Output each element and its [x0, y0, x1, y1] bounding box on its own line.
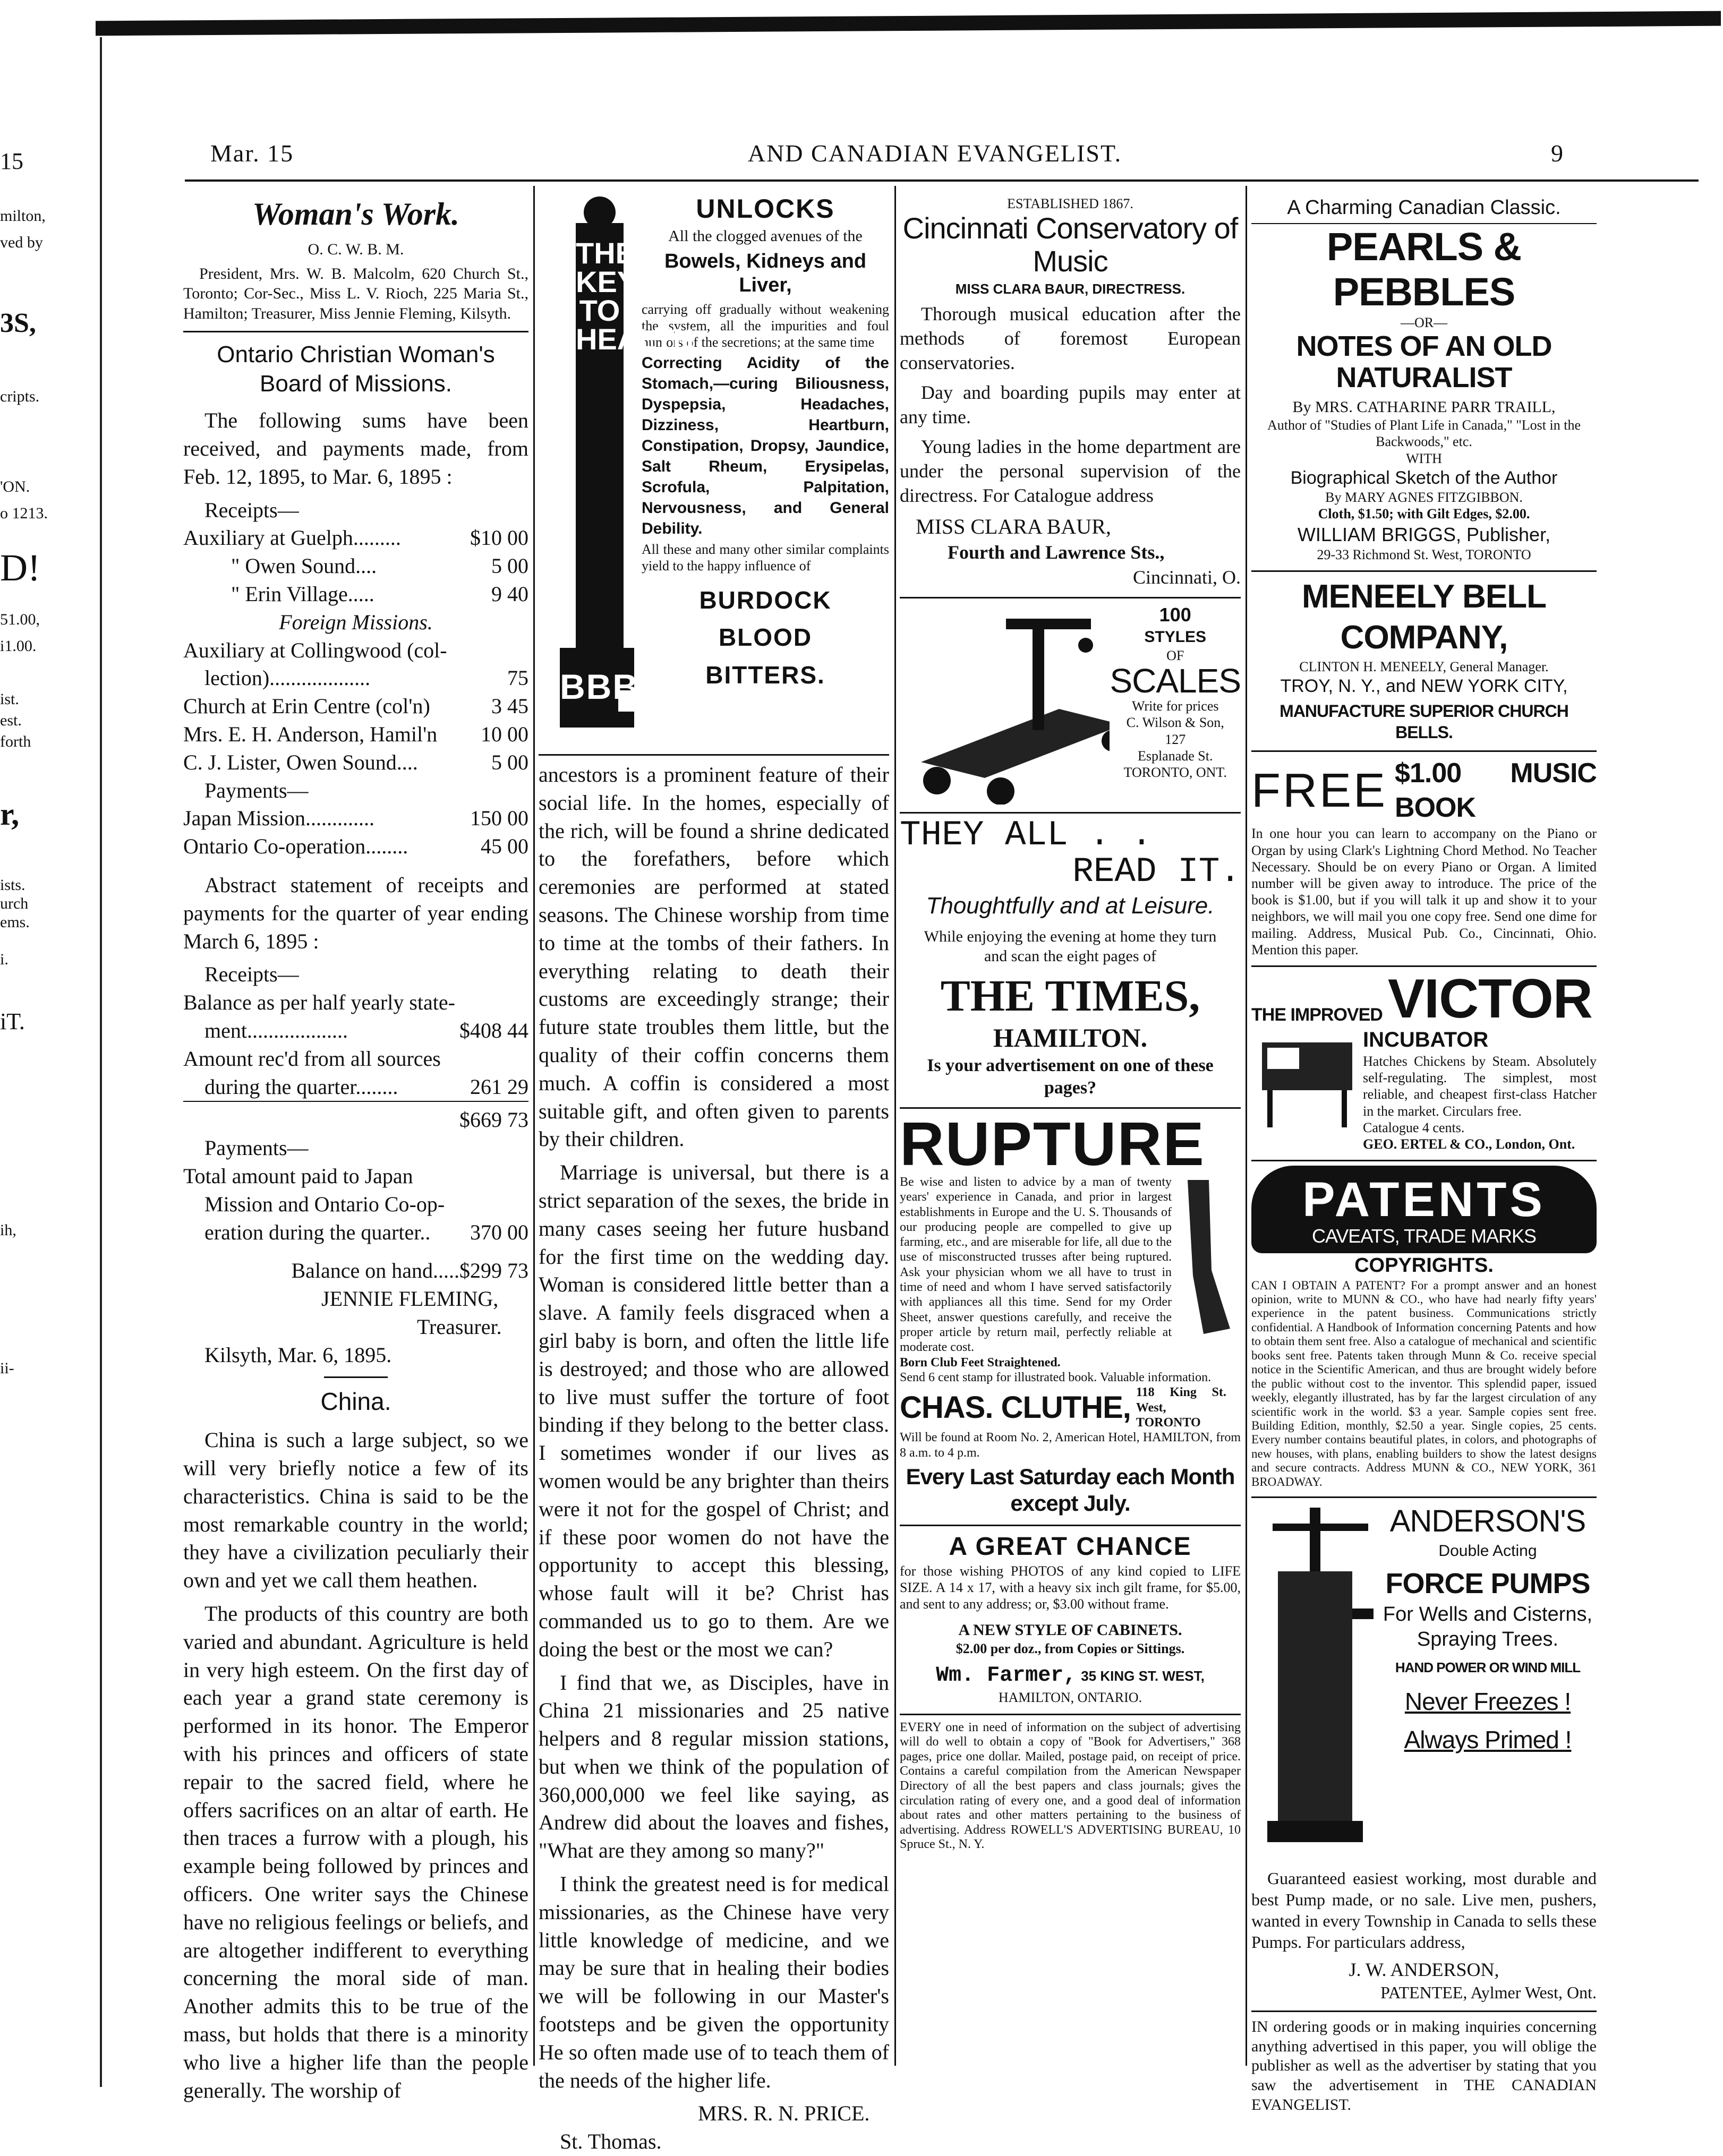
chance-cabinets: A NEW STYLE OF CABINETS.	[958, 1621, 1182, 1639]
patents-body: CAN I OBTAIN A PATENT? For a prompt answer and an honest opinion, write to MUNN & CO., who have had nearly fifty years' experience in the patent business. Communications strictly confidential. A Handbook of Information concerning Patents and how to obtain them sent free. Also a catalogue of mechanical and scientific books sent free. Patents taken through Munn & Co. receive special notice in the Scientific American, and thus are brought widely before the public without cost to the inventor. This splendid paper, issued weekly, elegantly illustrated, has by far the largest circulation of any scientific work in the world. $3 a year. Sample copies sent free. Building Edition, monthly, $2.50 a year. Single copies, 25 cents. Every number contains beautiful plates, in colors, and photographs of new houses, with plans, enabling builders to show the latest designs and secure contracts. Address MUNN & CO., NEW YORK, 361 BROADWAY.	[1251, 1278, 1597, 1488]
ledger-row	[183, 524, 528, 552]
victor-incubator: INCUBATOR	[1363, 1028, 1489, 1051]
signature-title: Treasurer.	[417, 1314, 502, 1339]
margin-fragment: ih,	[0, 1221, 16, 1239]
column-womans-work	[183, 191, 528, 2110]
ad-body: Day and boarding pupils may enter at any time.	[900, 381, 1241, 427]
victor-body-row	[1251, 1026, 1597, 1152]
ledger-row	[183, 805, 528, 833]
chance-title: A GREAT CHANCE	[949, 1532, 1192, 1561]
music-free: FREE	[1251, 764, 1388, 818]
times-name: THE TIMES,	[940, 971, 1200, 1021]
pearls-sketch-by: By MARY AGNES FITZGIBBON.	[1325, 490, 1523, 506]
ledger-label: ment...................	[204, 1018, 348, 1042]
bbb-organs: Bowels, Kidneys and Liver,	[664, 250, 867, 297]
ledger-amount: 370 00	[470, 1220, 528, 1244]
music-body: In one hour you can learn to accompany on the Piano or Organ by using Clark's Lightning Chord Method. No Teacher Necessary. Should be on every Piano or Organ. A limited number will be given away to introduce. The price of the book is $1.00, but if you will talk it up and show it to your neighbors, we will mail you one copy free. Send one dime for mailing. Address, Musical Pub. Co., Cincinnati, Ohio. Mention this paper.	[1251, 826, 1597, 957]
body-paragraph: China is such a large subject, so we will very briefly notice a few of its characteristics. China is said to be the most remarkable country in the world; they have a civilization peculiarly their own and yet we call them heathen.	[183, 1428, 528, 1593]
body-paragraph: I think the greatest need is for medical missionaries, as the Chinese have very little knowledge of medicine, and we may be sure that in healing their bodies we will be following in our Master's footsteps and be given the opportunity He so often made use of to teach them of the needs of the higher life.	[539, 1872, 889, 2092]
receipts-label: Receipts—	[204, 498, 299, 522]
music-head	[1251, 756, 1597, 825]
anderson-text	[1379, 1502, 1597, 1863]
balance-on-hand: Balance on hand.....$299 73	[291, 1259, 528, 1283]
farmer-name: Wm. Farmer,	[936, 1664, 1077, 1688]
bbb-small: All these and many other similar complaints yield to the happy influence of	[642, 542, 889, 574]
rupture-ad	[900, 1109, 1241, 1526]
bbb-logo: BBB	[560, 667, 639, 706]
ledger-row	[183, 637, 528, 665]
margin-fragment: ists.	[0, 876, 25, 894]
pearls-sketch: Biographical Sketch of the Author	[1290, 467, 1558, 488]
ledger-line: Balance as per half yearly state-	[183, 990, 455, 1015]
anderson-place: PATENTEE, Aylmer West, Ont.	[1380, 1983, 1597, 2003]
section-heading: Woman's Work.	[252, 196, 460, 232]
ad-body: Young ladies in the home department are under the personal supervision of the directress. For Catalogue address	[900, 436, 1241, 507]
ledger-line: Mission and Ontario Co-op-	[204, 1192, 445, 1216]
org-name: O. C. W. B. M.	[308, 241, 404, 259]
meneely-ad	[1251, 572, 1597, 752]
address-name: MISS CLARA BAUR,	[916, 515, 1111, 539]
board-heading: Ontario Christian Woman's Board of Missions.	[217, 341, 495, 397]
anderson-sig: J. W. ANDERSON,	[1349, 1959, 1499, 1981]
margin-fragment: urch	[0, 895, 29, 912]
article-place: St. Thomas.	[560, 2129, 662, 2154]
margin-fragment: ii-	[0, 1359, 14, 1377]
rupture-every: Every Last Saturday each Month except July.	[906, 1464, 1235, 1516]
body-paragraph: Marriage is universal, but there is a strict separation of the sexes, the bride in many cases seeing her future husband for the first time on the wedding day. Woman is considered little better than a slave. A family feels disgraced when a girl baby is born, and often the little life is destroyed; and those who are allowed to live must suffer the torture of foot binding if they belong to the better class. I sometimes wonder if our lives as women would be any brighter than theirs were it not for the gospel of Christ; and if these poor women do not have the opportunity to accept this blessing, whose fault will it be? Christ has commanded us to go to them. Are we doing the best or the most we can?	[539, 1160, 889, 1661]
times-question: Is your advertisement on one of these pages?	[927, 1055, 1214, 1098]
column-ads-2	[1251, 191, 1597, 2115]
rupture-addr: 118 King St. West, TORONTO	[1136, 1385, 1226, 1430]
ledger-label: Mrs. E. H. Anderson, Hamil'n	[183, 722, 438, 746]
margin-fragment: milton,	[0, 207, 46, 225]
meneely-manager: CLINTON H. MENEELY, General Manager.	[1299, 658, 1549, 674]
anderson-body: Guaranteed easiest working, most durable and best Pump made, or no sale. Live men, pushers, wanted in every Township in Canada to sells these Pumps. For particulars address,	[1251, 1869, 1597, 1952]
conservatory-director: MISS CLARA BAUR, DIRECTRESS.	[955, 281, 1185, 297]
margin-fragment: 3S,	[0, 308, 36, 338]
platform-scale-icon	[900, 603, 1110, 805]
foreign-missions-label: Foreign Missions.	[279, 610, 433, 634]
ledger-label: C. J. Lister, Owen Sound....	[183, 750, 418, 774]
divider	[324, 1376, 388, 1378]
victor-catalogue: Catalogue 4 cents.	[1363, 1119, 1465, 1135]
running-head-date: Mar. 15	[210, 140, 294, 167]
meneely-mfg: MANUFACTURE SUPERIOR CHURCH BELLS.	[1280, 701, 1568, 742]
scales-word: SCALES	[1110, 662, 1241, 700]
scales-count: 100	[1159, 603, 1191, 626]
ledger-amount: 9 40	[491, 581, 528, 606]
rupture-club: Born Club Feet Straightened.	[900, 1355, 1061, 1370]
scales-ad	[900, 598, 1241, 814]
chance-price: $2.00 per doz., from Copies or Sittings.	[956, 1641, 1185, 1657]
margin-fragment: r,	[0, 797, 20, 832]
burdock-blood-bitters-ad	[539, 191, 889, 756]
patents-title: PATENTS	[1302, 1173, 1546, 1227]
margin-fragment: ved by	[0, 234, 43, 251]
key-graphic	[539, 191, 694, 749]
times-read-it: READ IT.	[1072, 851, 1241, 892]
margin-fragment: o 1213.	[0, 504, 48, 522]
victor-name: VICTOR	[1387, 968, 1592, 1030]
victor-text	[1363, 1026, 1597, 1152]
pearls-title: PEARLS & PEBBLES	[1326, 224, 1522, 314]
incubator-icon	[1251, 1026, 1363, 1133]
ledger-amount: $408 44	[459, 1018, 528, 1042]
farmer-addr: 35 KING ST. WEST,	[1081, 1668, 1205, 1684]
scales-styles: STYLES	[1144, 628, 1207, 646]
pearls-prices: Cloth, $1.50; with Gilt Edges, $2.00.	[1318, 506, 1530, 522]
farmer-city: HAMILTON, ONTARIO.	[998, 1690, 1142, 1706]
scales-firm: C. Wilson & Son,	[1126, 715, 1224, 731]
publisher-notice: IN ordering goods or in making inquiries concerning anything advertised in this paper, you will oblige the publisher as well as the advertiser by stating that you saw the advertisement in THE CANADIAN EVANGELIST.	[1251, 2018, 1597, 2114]
pearls-or: —OR—	[1400, 314, 1448, 330]
anderson-always: Always Primed !	[1404, 1725, 1572, 1753]
ledger-row	[183, 721, 528, 749]
ledger-row	[183, 833, 528, 861]
victor-head	[1251, 968, 1597, 1030]
ledger-label: lection)...................	[204, 666, 371, 690]
column-rule	[533, 186, 535, 2066]
anderson-for: For Wells and Cisterns, Spraying Trees.	[1383, 1603, 1593, 1651]
conservatory-name: Cincinnati Conservatory of Music	[902, 211, 1238, 278]
ledger-amount: 75	[507, 666, 528, 690]
abstract-paragraph: Abstract statement of receipts and payments for the quarter of year ending March 6, 1895 :	[183, 872, 528, 953]
receipts-label: Receipts—	[204, 962, 299, 987]
running-head-title: AND CANADIAN EVANGELIST.	[747, 140, 1122, 167]
scales-number: 127	[1165, 731, 1186, 747]
anderson-double: Double Acting	[1438, 1542, 1537, 1560]
truss-leg-icon	[1172, 1175, 1241, 1350]
ledger-row	[183, 692, 528, 721]
payments-label: Payments—	[204, 1136, 309, 1160]
ledger-total: $669 73	[459, 1108, 528, 1132]
margin-fragment: D!	[0, 546, 40, 589]
rupture-will: Will be found at Room No. 2, American Hotel, HAMILTON, from 8 a.m. to 4 p.m.	[900, 1431, 1241, 1460]
ad-body: Thorough musical education after the methods of foremost European conservatories.	[900, 303, 1241, 373]
rupture-word: RUPTURE	[900, 1109, 1205, 1178]
ledger-line: Total amount paid to Japan	[183, 1163, 413, 1188]
article-signature: MRS. R. N. PRICE.	[698, 2101, 870, 2126]
page-left-rule	[100, 37, 102, 2087]
body-paragraph: The products of this country are both varied and abundant. Agriculture is held in very high esteem. On the first day of each year a grand state ceremony is performed in its honor. The Emperor with his princes and officers of state repair to the sacred field, where he offers sacrifices on an altar of earth. He then traces a furrow with a plough, his example being followed by princes and officers. One writer says the Chinese have no religious feelings or beliefs, and are altogether indifferent to everything concerning the moral side of man. Another admits this to be true of the mass, but holds that there is a minority who live a higher life than the people generally. The worship of	[183, 1601, 528, 2102]
ledger-row	[183, 1219, 528, 1247]
ledger-label: Church at Erin Centre (col'n)	[183, 694, 430, 718]
chance-ad	[900, 1526, 1241, 1715]
victor-firm: GEO. ERTEL & CO., London, Ont.	[1363, 1136, 1575, 1152]
ledger-amount: 10 00	[481, 722, 528, 746]
margin-fragment: iT.	[0, 1008, 25, 1034]
rupture-body: Be wise and listen to advice by a man of twenty years' experience in Canada, and prior in largest establishments in Europe and the U. S. Thousands of our producing people are compelled to give up farming, etc., and are miserable for life, all due to the use of misconstructed trusses after being ruptured. Ask your physician whom we all have to trust in time of need and whom I have served satisfactorily with appliances all this time. Send for my Order Sheet, answer questions carefully, and receive the proper article by return mail, perfectly reliable at moderate cost.	[900, 1175, 1172, 1355]
column-rule	[1246, 186, 1247, 2066]
ledger-label: Auxiliary at Collingwood (col-	[183, 638, 447, 662]
meneely-name: MENEELY BELL COMPANY,	[1302, 578, 1546, 656]
times-while: While enjoying the evening at home they turn and scan the eight pages of	[924, 927, 1217, 965]
scales-street: Esplanade St.	[1137, 748, 1213, 764]
margin-fragment: 'ON.	[0, 478, 30, 495]
ledger-amount: 150 00	[470, 806, 528, 831]
scales-of: OF	[1166, 648, 1184, 664]
rowell-notice: EVERY one in need of information on the subject of advertising will do well to obtain a copy of "Book for Advertisers," 368 pages, price one dollar. Mailed, postage paid, on receipt of price. Contains a careful compilation from the American Newspaper Directory of all the best papers and class journals; gives the circulation rating of every one, and a good deal of information about rates and other matters pertaining to the business of advertising. Address ROWELL'S ADVERTISING BUREAU, 10 Spruce St., N. Y.	[900, 1720, 1241, 1852]
pearls-ad	[1251, 191, 1597, 572]
victor-ad	[1251, 967, 1597, 1161]
officers-list: President, Mrs. W. B. Malcolm, 620 Church St., Toronto; Cor-Sec., Miss L. V. Rioch, 225 Maria St., Hamilton; Treasurer, Miss Jennie Fleming, Kilsyth.	[183, 264, 528, 322]
ledger-line: Amount rec'd from all sources	[183, 1046, 441, 1071]
header-rule	[185, 179, 1699, 182]
patents-caveats: CAVEATS, TRADE MARKS	[1311, 1225, 1537, 1247]
ledger-amount: 3 45	[491, 694, 528, 718]
conservatory-ad	[900, 191, 1241, 598]
ledger-row	[183, 749, 528, 777]
bbb-body: carrying off gradually without weakening the system, all the impurities and foul humors of the secretions; at the same time	[642, 301, 889, 350]
body-paragraph: ancestors is a prominent feature of their social life. In the homes, especially of the rich, will be found a shrine dedicated to the forefathers, before which ceremonies are performed at stated seasons. The Chinese worship from time to time at the tombs of their fathers. In everything relating to death their customs are exceedingly strange; their future state troubles them little, but the quality of their coffin concerns them much. A coffin is considered a most suitable gift, and often given to parents by their children.	[539, 763, 889, 1151]
farmer-line	[900, 1662, 1241, 1689]
margin-fragment: est.	[0, 712, 22, 729]
pearls-with: WITH	[1406, 450, 1442, 466]
chance-body: for those wishing PHOTOS of any kind copied to LIFE SIZE. A 14 x 17, with a heavy six inch gilt frame, for $5.00, and sent to any address; or, $3.00 without frame.	[900, 1563, 1241, 1612]
music-book-ad	[1251, 752, 1597, 967]
pearls-author-of: Author of "Studies of Plant Life in Canada," "Lost in the Backwoods," etc.	[1267, 417, 1581, 450]
rupture-name: CHAS. CLUTHE,	[900, 1390, 1131, 1425]
margin-fragment: i.	[0, 951, 8, 968]
running-head-page: 9	[1551, 140, 1564, 167]
times-city: HAMILTON.	[993, 1022, 1148, 1053]
anderson-hand: HAND POWER OR WIND MILL	[1395, 1659, 1581, 1675]
intro-paragraph: The following sums have been received, and payments made, from Feb. 12, 1895, to Mar. 6, 1895 :	[183, 408, 528, 489]
ledger-row	[183, 1073, 528, 1102]
body-paragraph: I find that we, as Disciples, have in China 21 missionaries and 25 native helpers and 8 regular mission stations, but when we think of the population of 360,000,000 we feel like saying, as Andrew did about the loaves and fishes, "What are they among so many?"	[539, 1670, 889, 1863]
times-thoughtfully: Thoughtfully and at Leisure.	[926, 893, 1215, 919]
margin-fragment: cripts.	[0, 388, 40, 405]
margin-fragment: 15	[0, 148, 23, 174]
meneely-place: TROY, N. Y., and NEW YORK CITY,	[1280, 675, 1568, 696]
anderson-ad	[1251, 1498, 1597, 2012]
established-line: ESTABLISHED 1867.	[1007, 196, 1133, 211]
column-china-cont	[539, 191, 889, 2156]
margin-fragment: forth	[0, 733, 31, 750]
divider	[183, 331, 528, 332]
bbb-name: BITTERS.	[705, 661, 825, 689]
ledger-label: Auxiliary at Guelph.........	[183, 526, 401, 550]
times-ad	[900, 814, 1241, 1109]
top-border-bar	[96, 11, 1721, 36]
patents-ad	[1251, 1161, 1597, 1498]
scales-write: Write for prices	[1131, 698, 1219, 714]
ledger-label: " Erin Village.....	[231, 581, 374, 606]
scales-city: TORONTO, ONT.	[1123, 765, 1227, 781]
china-heading: China.	[320, 1388, 391, 1416]
ledger-label: Ontario Co-operation........	[183, 834, 408, 859]
times-they-all: THEY ALL . .	[900, 815, 1153, 855]
pearls-publisher: WILLIAM BRIGGS, Publisher,	[1297, 523, 1551, 545]
ledger-amount: 5 00	[491, 554, 528, 578]
anderson-row	[1251, 1502, 1597, 1863]
pearls-kicker: A Charming Canadian Classic.	[1251, 195, 1597, 224]
pearls-subtitle: NOTES OF AN OLD NATURALIST	[1296, 330, 1552, 394]
pearls-pub-addr: 29-33 Richmond St. West, TORONTO	[1317, 546, 1531, 562]
bbb-name: BLOOD	[718, 623, 813, 652]
payments-label: Payments—	[204, 778, 309, 802]
patents-banner	[1251, 1166, 1597, 1253]
anderson-never: Never Freezes !	[1404, 1688, 1571, 1716]
ledger-amount: $10 00	[470, 526, 528, 550]
rupture-send: Send 6 cent stamp for illustrated book. Valuable information.	[900, 1370, 1212, 1384]
anderson-force: FORCE PUMPS	[1385, 1568, 1590, 1600]
margin-fragment: i1.00.	[0, 637, 37, 655]
key-vertical-text: THE KEY TO HEALTH	[576, 236, 694, 356]
column-ads-1	[900, 191, 1241, 1852]
signature-name: JENNIE FLEMING,	[321, 1287, 499, 1311]
pearls-by: By MRS. CATHARINE PARR TRAILL,	[1292, 398, 1556, 416]
bbb-text	[634, 191, 889, 749]
anderson-name: ANDERSON'S	[1389, 1504, 1586, 1539]
margin-fragment: 51.00,	[0, 611, 40, 628]
victor-body: Hatches Chickens by Steam. Absolutely self-regulating. The simplest, most reliable, and cheapest first-class Hatcher in the market. Circulars free.	[1363, 1053, 1597, 1119]
bbb-line: All the clogged avenues of the	[668, 227, 863, 245]
address-street: Fourth and Lawrence Sts.,	[948, 542, 1165, 563]
ledger-amount: 45 00	[481, 834, 528, 859]
ledger-label: during the quarter........	[204, 1074, 398, 1099]
ledger-label: " Owen Sound....	[231, 554, 377, 578]
force-pump-icon	[1251, 1502, 1379, 1863]
ledger-row	[183, 580, 528, 609]
scales-text	[1110, 603, 1241, 805]
music-title: $1.00 MUSIC BOOK	[1395, 758, 1597, 824]
ledger-row	[183, 1017, 528, 1045]
ledger-amount: 261 29	[470, 1074, 528, 1099]
bbb-ailments: Correcting Acidity of the Stomach,—curing Biliousness, Dyspepsia, Headaches, Dizziness, Heartburn, Constipation, Dropsy, Jaundice, Salt Rheum, Erysipelas, Scrofula, Palpitation, Nervousness, and General Debility.	[642, 354, 889, 538]
ledger-amount: 5 00	[491, 750, 528, 774]
ledger-label: eration during the quarter..	[204, 1220, 431, 1244]
rupture-body-wrap	[900, 1175, 1241, 1355]
patents-copyrights: COPYRIGHTS.	[1354, 1254, 1494, 1277]
ledger-row	[183, 552, 528, 580]
victor-improved: THE IMPROVED	[1251, 1005, 1383, 1025]
ledger-row	[183, 664, 528, 692]
rupture-name-row	[900, 1385, 1241, 1430]
signature-place: Kilsyth, Mar. 6, 1895.	[204, 1342, 392, 1367]
ledger-label: Japan Mission.............	[183, 806, 374, 831]
column-rule	[894, 186, 896, 2066]
bbb-name: BURDOCK	[699, 586, 832, 614]
bbb-unlocks: UNLOCKS	[696, 194, 835, 224]
margin-fragment: ems.	[0, 913, 30, 931]
address-city: Cincinnati, O.	[1133, 566, 1241, 588]
margin-fragment: ist.	[0, 690, 19, 708]
